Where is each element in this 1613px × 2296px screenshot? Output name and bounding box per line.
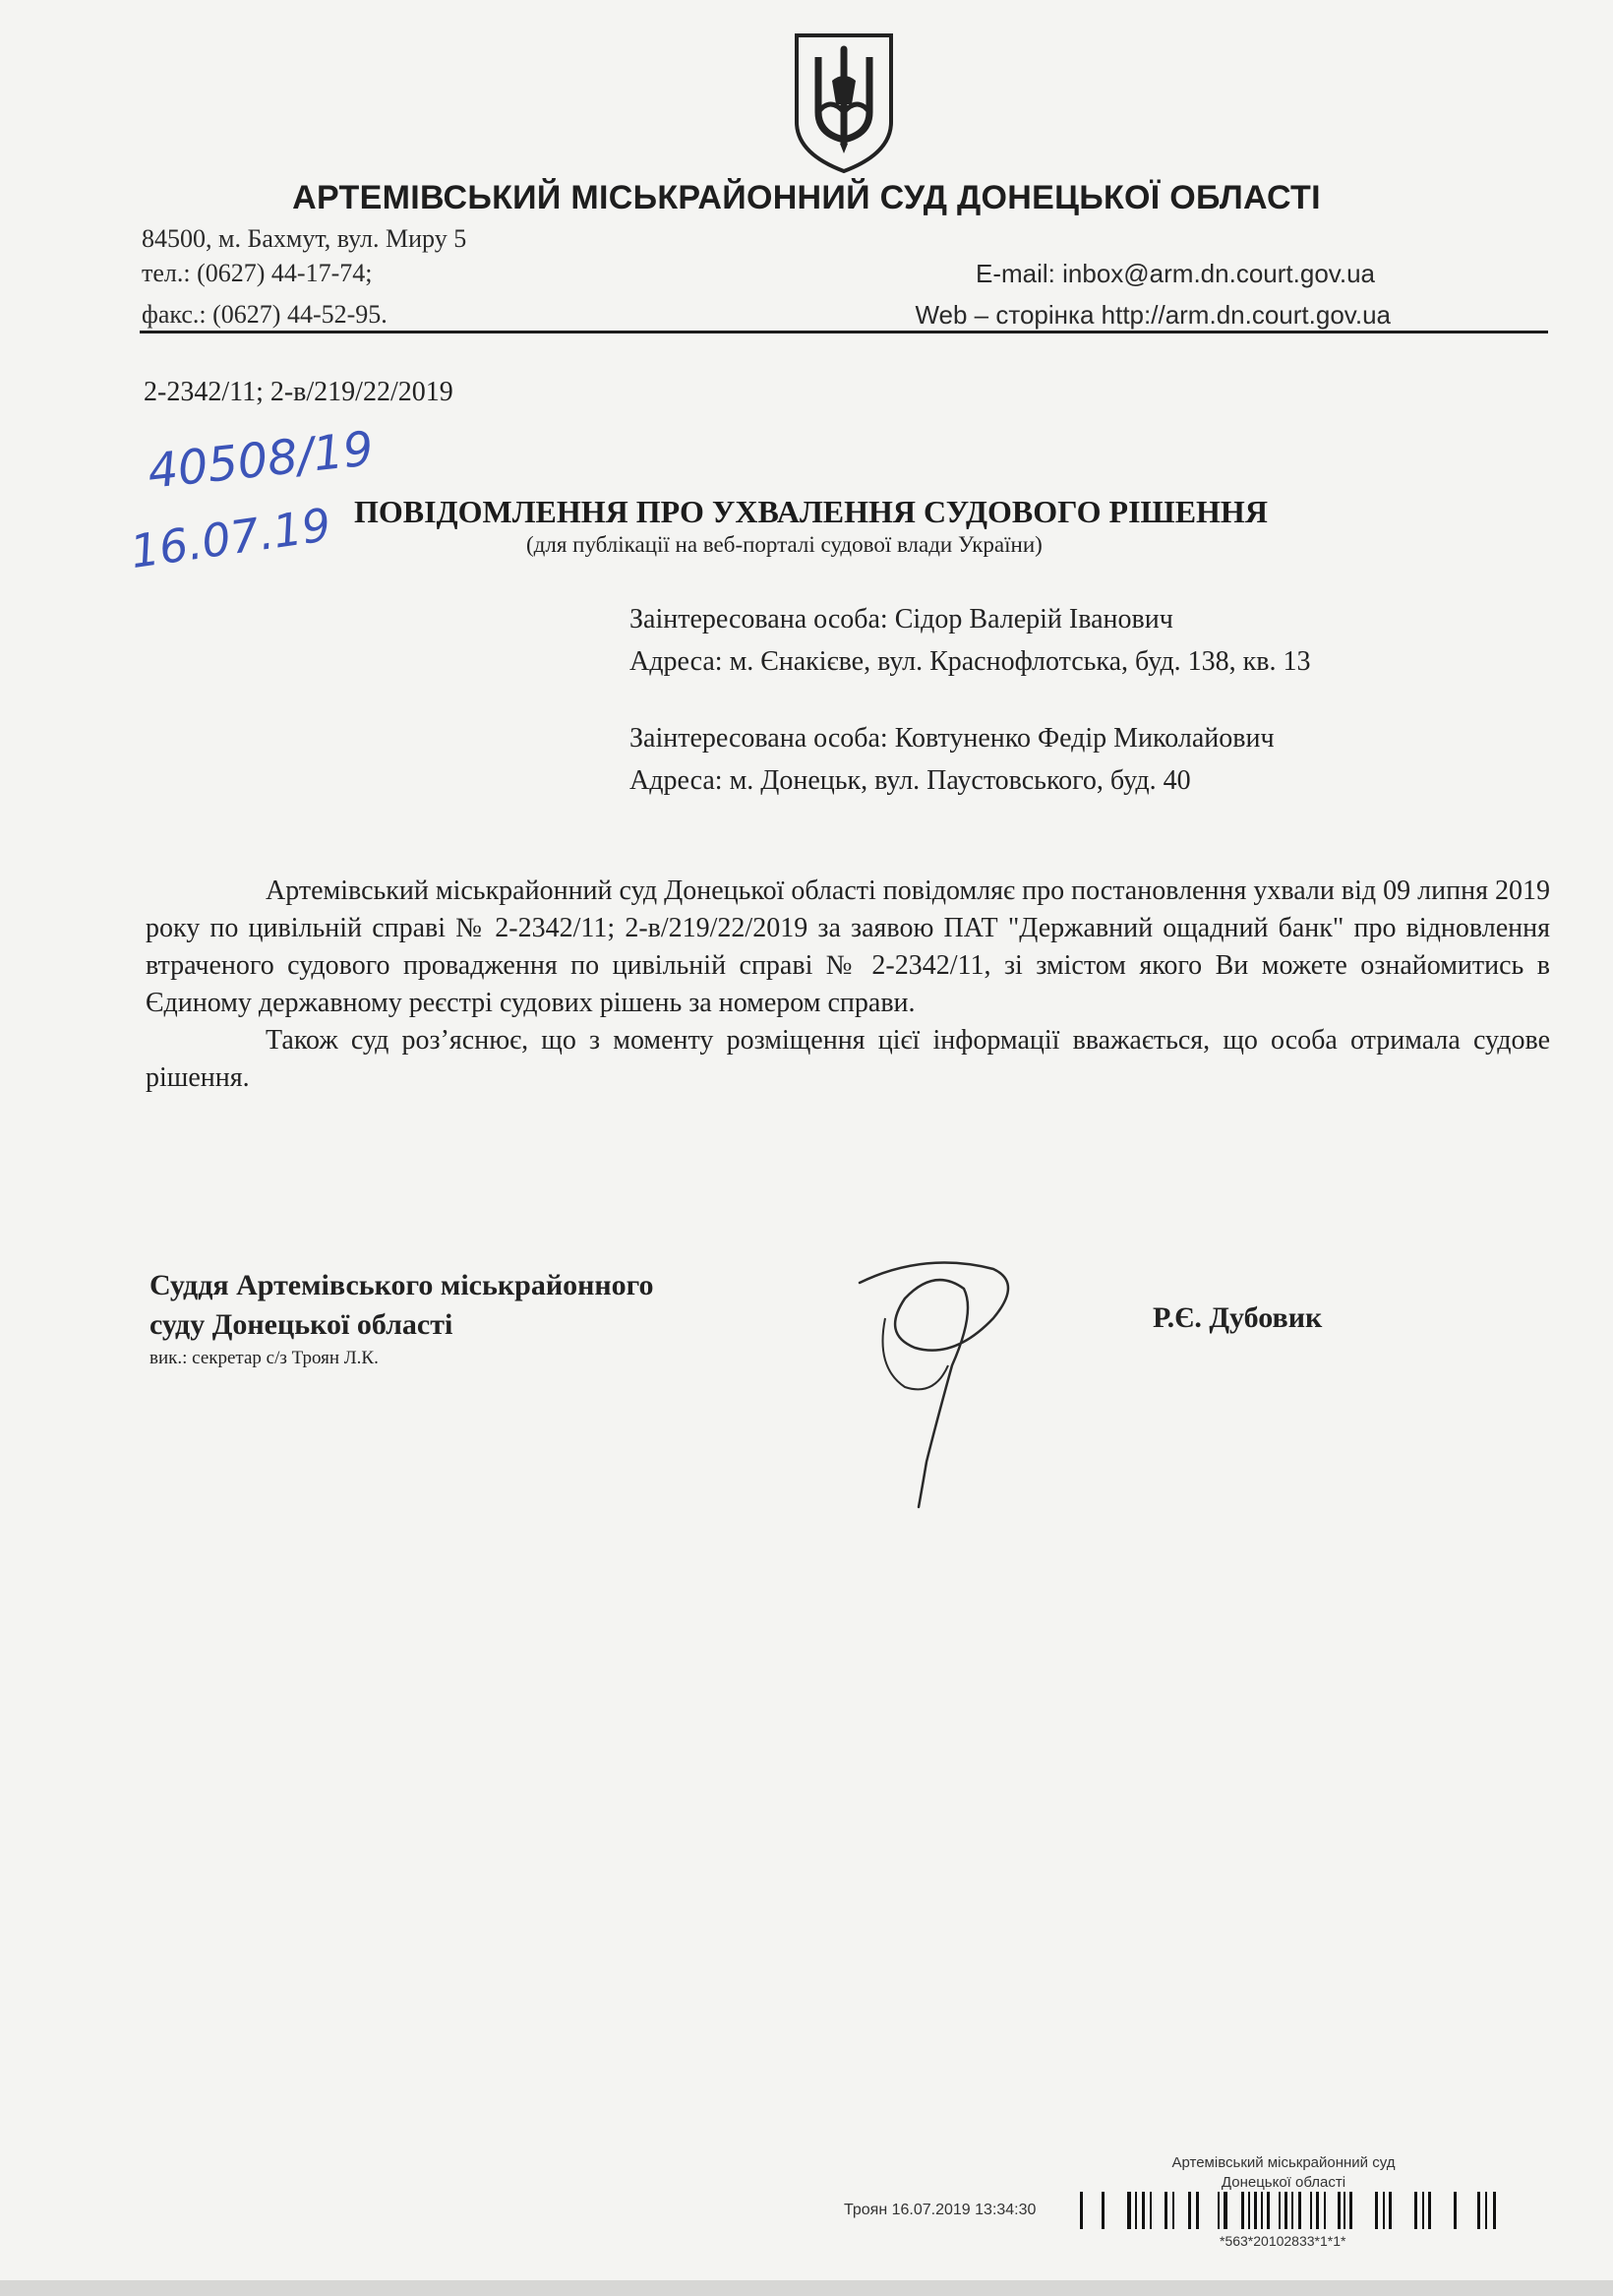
handwritten-reg-number: 40508/19 (145, 421, 377, 500)
judge-title (149, 1266, 654, 1345)
notice-title: ПОВІДОМЛЕННЯ ПРО УХВАЛЕННЯ СУДОВОГО РІШЕННЯ (354, 494, 1268, 529)
party-1 (629, 598, 1311, 683)
case-number: 2-2342/11; 2-в/219/22/2019 (144, 377, 453, 407)
stamp-timestamp: Троян 16.07.2019 13:34:30 (844, 2202, 1037, 2218)
party-2 (629, 717, 1275, 802)
party-2-person: Заінтересована особа: Ковтуненко Федір Миколайович (629, 723, 1275, 754)
judge-title-line-1: Суддя Артемівського міськрайонного (149, 1269, 654, 1301)
body-paragraph-1: Артемівський міськрайонний суд Донецької області повідомляє про постановлення ухвали від 09 липня 2019 року по цивільній справі № 2-2342/11; 2-в/219/22/2019 за заявою ПАТ "Державний ощадний банк" про відновлення втраченого судового провадження по цивільній справі № 2-2342/11, зі змістом якого Ви можете ознайомитись в Єдиному державному реєстрі судових рішень за номером справи. (146, 876, 1550, 1018)
notice-body (146, 873, 1550, 1097)
executor-note: вик.: секретар с/з Троян Л.К. (149, 1348, 379, 1368)
party-2-address: Адреса: м. Донецьк, вул. Паустовського, буд. 40 (629, 765, 1191, 796)
court-address: 84500, м. Бахмут, вул. Миру 5 (142, 224, 467, 253)
judge-title-line-2: суду Донецької області (149, 1308, 453, 1341)
header-divider (140, 331, 1548, 333)
court-fax: факс.: (0627) 44-52-95. (142, 300, 388, 329)
trident-emblem-icon (787, 28, 901, 175)
stamp-court-line-1: Артемівський міськрайонний суд (1171, 2154, 1396, 2171)
barcode-text: *563*20102833*1*1* (1220, 2233, 1346, 2249)
judge-name: Р.Є. Дубовик (1153, 1301, 1323, 1334)
handwritten-date: 16.07.19 (127, 498, 334, 578)
party-1-address: Адреса: м. Єнакієве, вул. Краснофлотська, буд. 138, кв. 13 (629, 646, 1311, 677)
handwritten-signature-icon (846, 1249, 1023, 1515)
party-1-person: Заінтересована особа: Сідор Валерій Іванович (629, 604, 1173, 634)
court-email: E-mail: inbox@arm.dn.court.gov.ua (976, 259, 1375, 288)
court-phone: тел.: (0627) 44-17-74; (142, 259, 373, 287)
barcode-icon (1080, 2192, 1562, 2233)
court-name-heading: АРТЕМІВСЬКИЙ МІСЬКРАЙОННИЙ СУД ДОНЕЦЬКОЇ ОБЛАСТІ (292, 179, 1321, 216)
scan-bottom-edge (0, 2280, 1613, 2296)
court-website: Web – сторінка http://arm.dn.court.gov.ua (915, 300, 1391, 330)
body-paragraph-2: Також суд роз’яснює, що з моменту розміщення цієї інформації вважається, що особа отримала судове рішення. (146, 1025, 1550, 1093)
stamp-court-line-2: Донецької області (1221, 2174, 1346, 2191)
notice-subtitle: (для публікації на веб-порталі судової влади України) (526, 532, 1043, 557)
